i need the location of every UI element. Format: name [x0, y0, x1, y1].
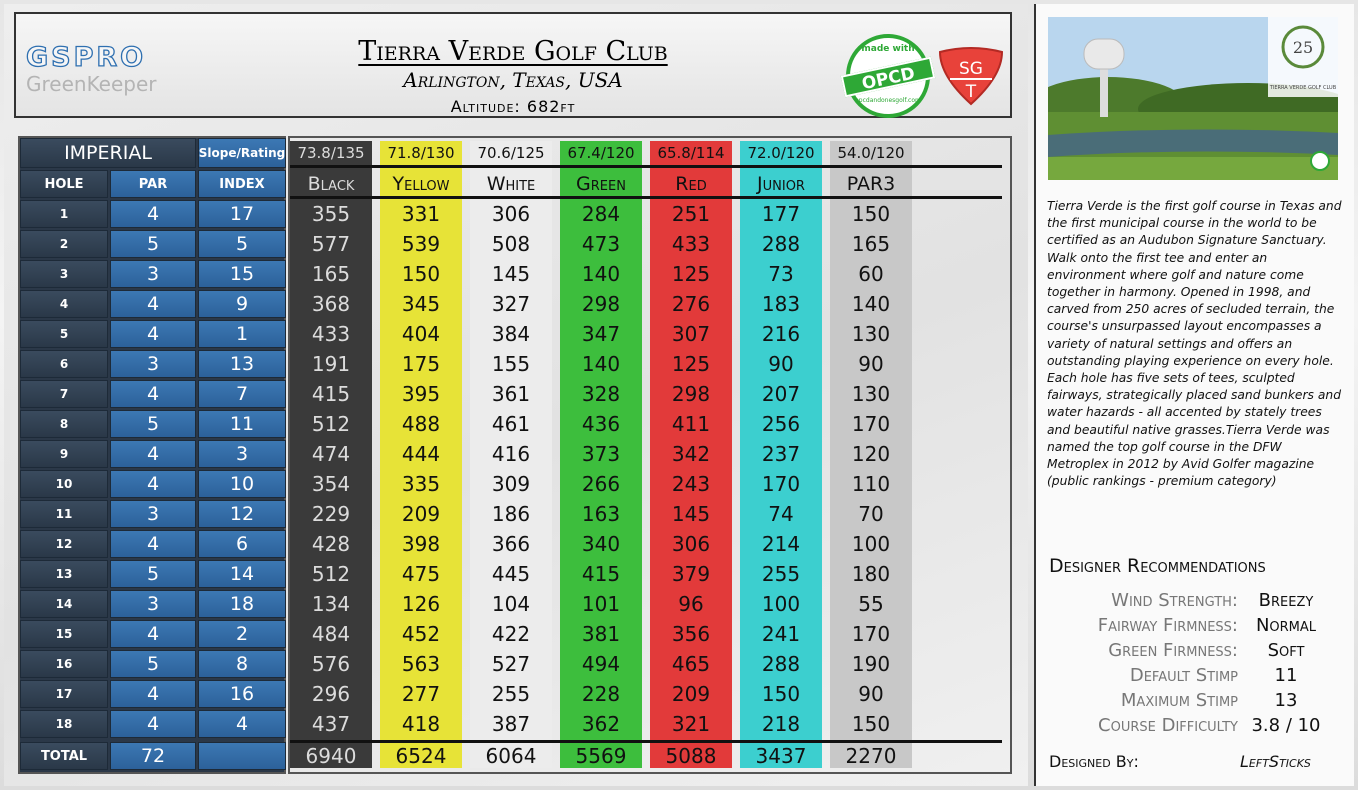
tee-yardage: 368 [311, 292, 351, 316]
hole-index: 3 [198, 440, 286, 468]
tee-yardage: 255 [761, 562, 801, 586]
tee-yardage: 237 [761, 442, 801, 466]
tee-yardage: 191 [311, 352, 351, 376]
tee-yardage: 309 [491, 472, 531, 496]
tee-yardage: 433 [671, 232, 711, 256]
hole-index: 6 [198, 530, 286, 558]
tee-yardage: 381 [581, 622, 621, 646]
tee-yardage: 366 [491, 532, 531, 556]
tee-yardage: 229 [311, 502, 351, 526]
tee-yardage: 452 [401, 622, 441, 646]
tee-yardage: 296 [311, 682, 351, 706]
opcd-band-text: OPCD [841, 57, 936, 98]
tee-yardage: 306 [491, 202, 531, 226]
tee-yardage: 488 [401, 412, 441, 436]
tee-yardage: 150 [851, 712, 891, 736]
recommendation-label: Course Difficulty [1098, 715, 1238, 736]
recommendation-value: 3.8 / 10 [1251, 715, 1321, 736]
hole-number: 12 [20, 530, 108, 558]
tee-yardage: 355 [311, 202, 351, 226]
tee-yardage: 512 [311, 562, 351, 586]
hole-par: 4 [110, 440, 196, 468]
recommendation-value: Normal [1255, 615, 1317, 636]
recommendation-label: Green Firmness: [1108, 640, 1238, 661]
tee-yardage: 207 [761, 382, 801, 406]
hole-par: 4 [110, 680, 196, 708]
tee-yardage: 433 [311, 322, 351, 346]
hole-par: 4 [110, 530, 196, 558]
tee-yardage: 415 [311, 382, 351, 406]
tee-yardage: 327 [491, 292, 531, 316]
tee-yardage: 140 [581, 262, 621, 286]
total-label: TOTAL [20, 742, 108, 770]
hole-par: 4 [110, 380, 196, 408]
tee-yardage: 576 [311, 652, 351, 676]
tee-yardage: 356 [671, 622, 711, 646]
hole-par: 4 [110, 620, 196, 648]
course-photo-illustration [1048, 17, 1338, 180]
tee-yardage: 150 [851, 202, 891, 226]
tee-yardage: 288 [761, 652, 801, 676]
tee-yardage: 527 [491, 652, 531, 676]
tee-yardage: 428 [311, 532, 351, 556]
hole-index: 5 [198, 230, 286, 258]
tee-yardage: 345 [401, 292, 441, 316]
tee-yardage: 508 [491, 232, 531, 256]
index-total-empty [198, 742, 286, 770]
tee-yardage: 398 [401, 532, 441, 556]
par-total: 72 [110, 742, 196, 770]
hole-number: 18 [20, 710, 108, 738]
hole-index: 14 [198, 560, 286, 588]
tee-yardage: 165 [851, 232, 891, 256]
tee-yardage: 331 [401, 202, 441, 226]
tee-yardage: 384 [491, 322, 531, 346]
tee-yardage: 165 [311, 262, 351, 286]
tee-yardage: 347 [581, 322, 621, 346]
slope-rating-label: Slope/Rating [198, 138, 286, 168]
hole-index: 2 [198, 620, 286, 648]
tee-yardage: 475 [401, 562, 441, 586]
tee-yardage: 125 [671, 352, 711, 376]
hole-par: 3 [110, 590, 196, 618]
sgt-sub-text: T [965, 82, 977, 102]
tee-yardage: 416 [491, 442, 531, 466]
header-rule-bottom [290, 196, 1002, 199]
tee-yardage: 373 [581, 442, 621, 466]
tee-yardage: 321 [671, 712, 711, 736]
recommendation-value: Breezy [1258, 590, 1314, 611]
tee-yardage: 241 [761, 622, 801, 646]
hole-par: 4 [110, 470, 196, 498]
tee-yardage: 140 [851, 292, 891, 316]
tee-yardage: 276 [671, 292, 711, 316]
tee-name-green: Green [576, 173, 626, 195]
tee-rating-black: 73.8/135 [290, 141, 372, 165]
tee-total-green: 5569 [575, 744, 627, 768]
tee-yardage: 461 [491, 412, 531, 436]
tee-yardage: 214 [761, 532, 801, 556]
hole-index: 7 [198, 380, 286, 408]
hole-par: 3 [110, 500, 196, 528]
par-column-header: PAR [110, 170, 196, 198]
designed-by-value: LeftSticks [1240, 752, 1311, 771]
tee-yardage: 170 [851, 412, 891, 436]
tee-yardage: 539 [401, 232, 441, 256]
tee-yardage: 251 [671, 202, 711, 226]
tee-yardage: 218 [761, 712, 801, 736]
tee-yardage: 100 [761, 592, 801, 616]
tee-rating-par3: 54.0/120 [830, 141, 912, 165]
tee-yardage: 150 [401, 262, 441, 286]
hole-index: 1 [198, 320, 286, 348]
hole-number: 3 [20, 260, 108, 288]
hole-number: 2 [20, 230, 108, 258]
tee-yardage: 354 [311, 472, 351, 496]
tee-yardage: 422 [491, 622, 531, 646]
hole-index: 10 [198, 470, 286, 498]
tee-yardage: 255 [491, 682, 531, 706]
tee-yardage: 494 [581, 652, 621, 676]
tee-yardage: 110 [851, 472, 891, 496]
tee-yardage: 342 [671, 442, 711, 466]
recommendation-label: Fairway Firmness: [1097, 615, 1238, 636]
tee-yardage: 411 [671, 412, 711, 436]
tee-yardage: 563 [401, 652, 441, 676]
hole-number: 10 [20, 470, 108, 498]
course-location: Arlington, Texas, USA [403, 68, 623, 92]
units-label: IMPERIAL [20, 138, 196, 168]
hole-par: 5 [110, 560, 196, 588]
hole-number: 13 [20, 560, 108, 588]
scorecard-header [14, 12, 1012, 118]
tee-yardage: 177 [761, 202, 801, 226]
tee-yardage: 134 [311, 592, 351, 616]
hole-number: 9 [20, 440, 108, 468]
hole-number: 8 [20, 410, 108, 438]
tee-yardage: 74 [768, 502, 794, 526]
hole-number: 16 [20, 650, 108, 678]
tee-yardage: 180 [851, 562, 891, 586]
tee-yardage: 145 [491, 262, 531, 286]
tee-yardage: 90 [858, 682, 884, 706]
hole-number: 15 [20, 620, 108, 648]
tee-yardage: 512 [311, 412, 351, 436]
recommendation-label: Wind Strength: [1111, 590, 1238, 611]
tee-name-par3: PAR3 [846, 173, 896, 195]
hole-index: 8 [198, 650, 286, 678]
opcd-bottom-text: opcdandonesgolf.com [855, 97, 921, 104]
hole-index: 12 [198, 500, 286, 528]
tee-total-par3: 2270 [845, 744, 897, 768]
tee-yardage: 163 [581, 502, 621, 526]
hole-number: 4 [20, 290, 108, 318]
index-column-header: INDEX [198, 170, 286, 198]
tee-total-yellow: 6524 [395, 744, 447, 768]
hole-index: 4 [198, 710, 286, 738]
hole-index: 16 [198, 680, 286, 708]
tee-total-red: 5088 [665, 744, 717, 768]
tee-yardage: 298 [581, 292, 621, 316]
tee-yardage: 474 [311, 442, 351, 466]
tee-yardage: 209 [401, 502, 441, 526]
tee-yardage: 362 [581, 712, 621, 736]
tee-name-white: White [486, 173, 536, 195]
tee-yardage: 288 [761, 232, 801, 256]
tee-yardage: 104 [491, 592, 531, 616]
hole-number: 6 [20, 350, 108, 378]
tee-name-junior: Junior [757, 173, 805, 195]
tee-total-black: 6940 [305, 744, 357, 768]
course-name: Tierra Verde Golf Club [358, 36, 668, 67]
tee-name-black: Black [307, 173, 355, 195]
hole-number: 14 [20, 590, 108, 618]
tee-name-yellow: Yellow [392, 173, 450, 195]
course-altitude: Altitude: 682ft [450, 97, 576, 116]
opcd-top-text: made with [861, 44, 915, 54]
tee-yardage: 101 [581, 592, 621, 616]
designer-recommendations-title: Designer Recommendations [1049, 555, 1266, 577]
total-rule [290, 740, 1002, 743]
tee-yardage: 70 [858, 502, 884, 526]
gspro-logo: GSPRO [26, 42, 147, 73]
hole-index: 18 [198, 590, 286, 618]
designed-by-label: Designed By: [1049, 752, 1139, 771]
hole-index: 11 [198, 410, 286, 438]
hole-par: 4 [110, 290, 196, 318]
tee-yardage: 387 [491, 712, 531, 736]
tee-rating-junior: 72.0/120 [740, 141, 822, 165]
tee-yardage: 60 [858, 262, 884, 286]
tee-yardage: 298 [671, 382, 711, 406]
hole-index: 13 [198, 350, 286, 378]
tee-yardage: 100 [851, 532, 891, 556]
hole-number: 5 [20, 320, 108, 348]
tee-yardage: 209 [671, 682, 711, 706]
tee-yardage: 415 [581, 562, 621, 586]
tee-yardage: 465 [671, 652, 711, 676]
tee-yardage: 484 [311, 622, 351, 646]
course-description: Tierra Verde is the first golf course in Texas and the first municipal course in the world to be certified as an Audubon Signature Sanctuary. Walk onto the first tee and enter an environment where golf and nature come together in harmony. Opened in 1998, and carved from 250 acres of secluded terrain, the course's unsurpassed layout encompasses a variety of natural settings and offers an outstanding playing experience on every hole. Each hole has five sets of tees, sculpted fairways, strategically placed sand bunkers and water hazards - all accented by stately trees and beautiful native grasses.Tierra Verde was named the top golf course in the DFW Metroplex in 2012 by Avid Golfer magazine (public rankings - premium category) [1047, 199, 1342, 489]
sgt-shield-icon [936, 46, 1006, 106]
tee-yardage: 216 [761, 322, 801, 346]
tee-yardage: 125 [671, 262, 711, 286]
photo-logo-number: 25 [1292, 38, 1314, 57]
tee-yardage: 284 [581, 202, 621, 226]
tee-yardage: 445 [491, 562, 531, 586]
tee-yardage: 444 [401, 442, 441, 466]
hole-par: 4 [110, 200, 196, 228]
tee-yardage: 277 [401, 682, 441, 706]
tee-yardage: 256 [761, 412, 801, 436]
tee-yardage: 436 [581, 412, 621, 436]
tee-yardage: 90 [858, 352, 884, 376]
tee-rating-red: 65.8/114 [650, 141, 732, 165]
recommendation-label: Maximum Stimp [1120, 690, 1238, 711]
tee-yardage: 96 [678, 592, 704, 616]
tee-yardage: 150 [761, 682, 801, 706]
tee-total-white: 6064 [485, 744, 537, 768]
recommendation-value: Soft [1267, 640, 1305, 661]
tee-yardage: 170 [851, 622, 891, 646]
hole-number: 7 [20, 380, 108, 408]
tee-yardage: 120 [851, 442, 891, 466]
tee-yardage: 170 [761, 472, 801, 496]
hole-number: 11 [20, 500, 108, 528]
tee-yardage: 266 [581, 472, 621, 496]
tee-yardage: 404 [401, 322, 441, 346]
tee-yardage: 577 [311, 232, 351, 256]
hole-par: 4 [110, 320, 196, 348]
course-photo [1048, 17, 1338, 180]
hole-par: 3 [110, 260, 196, 288]
tee-rating-green: 67.4/120 [560, 141, 642, 165]
recommendation-value: 11 [1274, 665, 1298, 686]
tee-yardage: 145 [671, 502, 711, 526]
tee-yardage: 361 [491, 382, 531, 406]
tee-yardage: 328 [581, 382, 621, 406]
tee-yardage: 340 [581, 532, 621, 556]
greenkeeper-logo-text: GreenKeeper [26, 72, 157, 96]
hole-number: 1 [20, 200, 108, 228]
sgt-text: SG [959, 59, 983, 79]
photo-logo-caption: TIERRA VERDE GOLF CLUB [1269, 85, 1337, 91]
tee-yardage: 228 [581, 682, 621, 706]
recommendation-value: 13 [1274, 690, 1298, 711]
hole-index: 17 [198, 200, 286, 228]
tee-yardage: 437 [311, 712, 351, 736]
tee-yardage: 140 [581, 352, 621, 376]
tee-yardage: 90 [768, 352, 794, 376]
hole-par: 5 [110, 410, 196, 438]
tee-rating-yellow: 71.8/130 [380, 141, 462, 165]
tee-yardage: 473 [581, 232, 621, 256]
tee-total-junior: 3437 [755, 744, 807, 768]
tee-yardage: 155 [491, 352, 531, 376]
tee-yardage: 379 [671, 562, 711, 586]
hole-par: 5 [110, 650, 196, 678]
hole-column-header: HOLE [20, 170, 108, 198]
tee-yardage: 55 [858, 592, 884, 616]
tee-yardage: 418 [401, 712, 441, 736]
hole-par: 4 [110, 710, 196, 738]
tee-yardage: 190 [851, 652, 891, 676]
hole-par: 3 [110, 350, 196, 378]
tee-yardage: 73 [768, 262, 794, 286]
opcd-badge-icon [846, 34, 930, 118]
tee-yardage: 130 [851, 322, 891, 346]
tee-name-red: Red [675, 173, 707, 195]
header-rule-top [290, 165, 1002, 168]
tee-yardage: 183 [761, 292, 801, 316]
tee-yardage: 335 [401, 472, 441, 496]
hole-number: 17 [20, 680, 108, 708]
recommendation-label: Default Stimp [1129, 665, 1238, 686]
hole-par: 5 [110, 230, 196, 258]
tee-yardage: 395 [401, 382, 441, 406]
tee-yardage: 243 [671, 472, 711, 496]
tee-rating-white: 70.6/125 [470, 141, 552, 165]
tee-yardage: 306 [671, 532, 711, 556]
tee-yardage: 130 [851, 382, 891, 406]
tee-yardage: 175 [401, 352, 441, 376]
tee-yardage: 126 [401, 592, 441, 616]
hole-index: 15 [198, 260, 286, 288]
hole-index: 9 [198, 290, 286, 318]
tee-yardage: 186 [491, 502, 531, 526]
tee-yardage: 307 [671, 322, 711, 346]
